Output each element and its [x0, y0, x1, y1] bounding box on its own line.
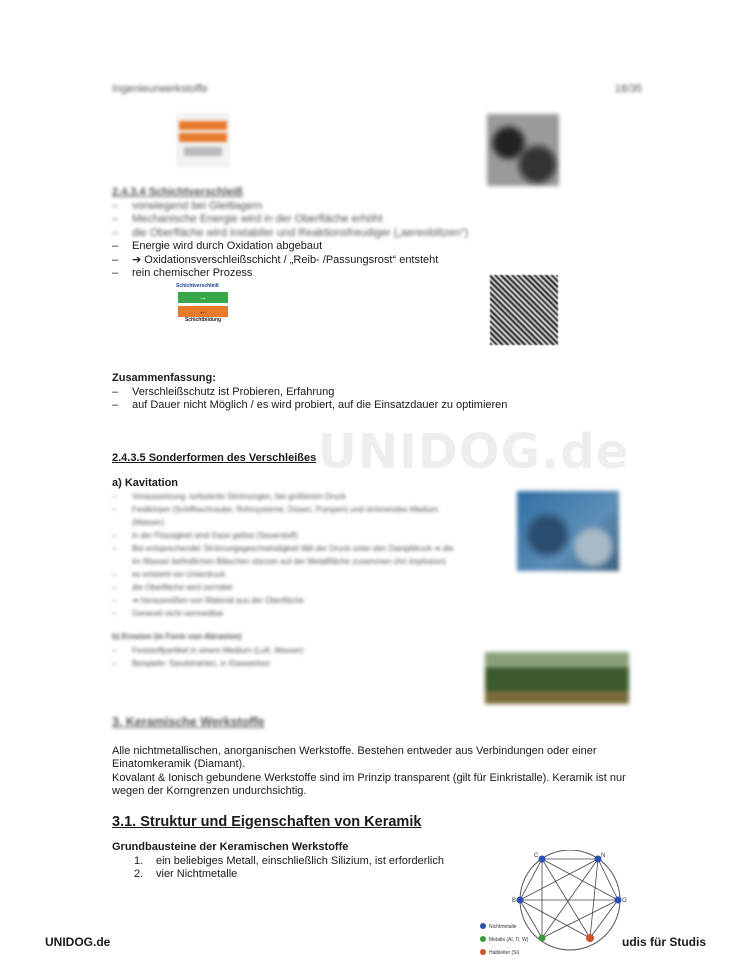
ceramics-paragraph: Alle nichtmetallischen, anorganischen Werkstoffe. Bestehen entweder aus Verbindungen oder einer Einatomkeramik (Diamant). [112, 744, 597, 770]
diagram-links [520, 859, 618, 938]
visible-list [112, 240, 512, 281]
watermark: UNIDOG.de [318, 424, 630, 480]
ceramics-heading: 3. Keramische Werkstoffe [112, 715, 265, 729]
list-item: – die Oberfläche wird zerrüttet [112, 581, 457, 594]
list-item: – Energie wird durch Oxidation abgebaut [112, 240, 512, 254]
arrow-left-icon: ← [178, 306, 228, 317]
legend-dot [480, 923, 486, 929]
erosion-photo [485, 652, 629, 704]
footer-brand: UNIDOG.de [45, 935, 111, 949]
list-item: – es entsteht ein Unterdruck [112, 568, 457, 581]
list-item: – die Oberfläche wird instabiler und Reaktionsfreudiger („aereoblitzen“) [112, 227, 512, 241]
node-b [517, 897, 524, 904]
list-item: – Verschleißschutz ist Probieren, Erfahrung [112, 386, 632, 400]
chem-wear-section [112, 186, 512, 281]
legend-label: Halbleiter (Si) [489, 950, 520, 956]
erosion-heading: b) Erosion (in Form von Abrasion) [112, 632, 242, 641]
oxide-surface-photo [490, 275, 558, 345]
diagram-title: Schichtverschleiß [176, 283, 219, 289]
list-item: – in der Flüssigkeit sind Gase gelöst (Sauerstoff) [112, 529, 457, 542]
node-semi [586, 934, 594, 942]
arrow-right-icon: → [178, 292, 228, 303]
list-item: – Bei entsprechender Strömungsgeschwindigkeit fällt der Druck unter den Dampfdruck ➔ die im Wasser befindlichen Bläschen stürzen auf der Metallfläche zusammen (Art Implosion) [112, 542, 457, 568]
list-item: – Festkörper (Schiffsschraube, Rohrsysteme, Düsen, Pumpen) und strömendes Medium (Wasser) [112, 503, 457, 529]
list-item: – ➔ herausreißen von Material aus der Oberfläche [112, 594, 457, 607]
list-item: – Mechanische Energie wird in der Oberfläche erhöht [112, 213, 512, 227]
list-item: – rein chemischer Prozess [112, 267, 512, 281]
list-item: – Beispiele: Sandstrahlen, in Klaswerken [112, 657, 512, 670]
node-c [539, 856, 546, 863]
list-item: – auf Dauer nicht Möglich / es wird probiert, auf die Einsatzdauer zu optimieren [112, 399, 632, 413]
list-item: – vorwiegend bei Gleitlagern [112, 200, 512, 214]
node-label: O [622, 898, 627, 904]
list-item: – Feststoffpartikel in einem Medium (Luft, Wasser) [112, 644, 512, 657]
page-header [112, 83, 642, 97]
section-title: 3.1. Struktur und Eigenschaften von Keramik [112, 813, 422, 830]
header-title: Ingenieurwerkstoffe [112, 83, 208, 95]
node-metal [539, 935, 546, 942]
page-number: 18/35 [614, 83, 642, 95]
subheading: Grundbausteine der Keramischen Werkstoffe [112, 841, 349, 853]
list-item: – Generell nicht vermeidbar [112, 607, 457, 620]
layer-wear-diagram [176, 283, 230, 335]
special-wear-section [112, 452, 512, 670]
erosion-list [112, 644, 512, 670]
element-network-diagram [480, 850, 630, 965]
section-heading: 2.4.3.5 Sonderformen des Verschleißes [112, 452, 317, 464]
summary-section [112, 372, 632, 413]
node-label: C [534, 853, 539, 859]
blurred-list [112, 200, 512, 241]
section-heading: 2.4.3.4 Schichtverschleiß [112, 186, 243, 198]
summary-list [112, 386, 632, 413]
wear-surface-photo [487, 114, 559, 186]
propeller-photo [517, 491, 619, 571]
node-o [615, 897, 622, 904]
legend-label: Metalle (Al, Ti, W) [489, 937, 529, 943]
kavitation-heading: a) Kavitation [112, 476, 179, 489]
list-item: 1. ein beliebiges Metall, einschließlich Silizium, ist erforderlich [134, 854, 444, 867]
legend-dot [480, 949, 486, 955]
list-item: – Voraussetzung: turbulente Strömungen, bei größerem Druck [112, 490, 457, 503]
summary-heading: Zusammenfassung: [112, 372, 216, 384]
diagram-footer: Schichtbildung [184, 317, 222, 323]
node-label: B [512, 898, 517, 904]
list-item: – ➔ Oxidationsverschleißschicht / „Reib- /Passungsrost“ entsteht [112, 254, 512, 268]
list-item: 2. vier Nichtmetalle [134, 868, 238, 880]
footer-slogan: udis für Studis [622, 935, 706, 949]
kavitation-list [112, 490, 457, 620]
wear-diagram-small [176, 113, 230, 168]
legend-dot [480, 936, 486, 942]
legend-label: Nichtmetalle [489, 924, 517, 930]
ceramics-paragraph: Kovalant & Ionisch gebundene Werkstoffe sind im Prinzip transparent (gilt für Einkristalle). Keramik ist nur wegen der Korngrenzen undurchsichtig. [112, 771, 626, 797]
node-label: N [601, 853, 606, 859]
